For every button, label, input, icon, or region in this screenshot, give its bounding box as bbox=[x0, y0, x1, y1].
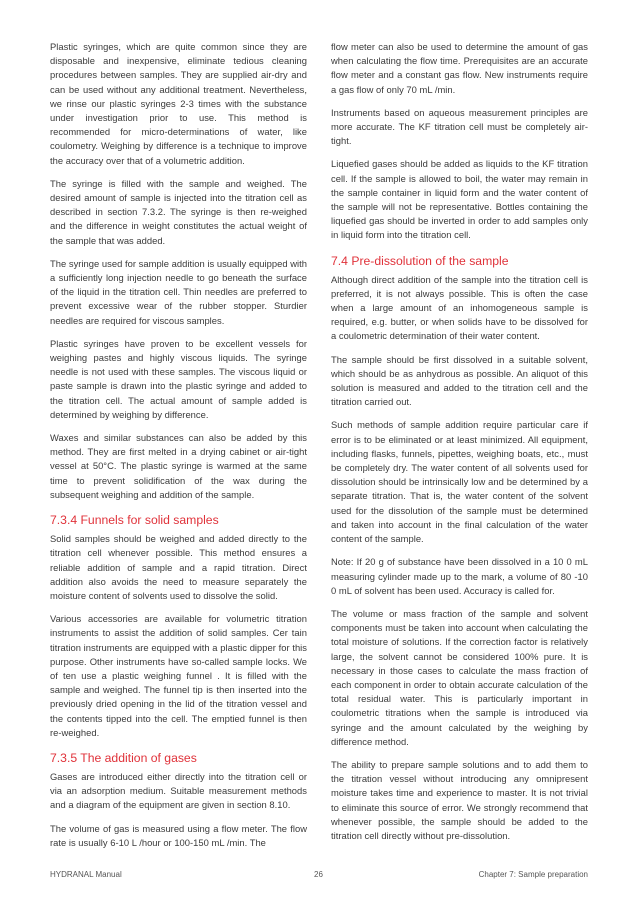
section-heading-funnels: 7.3.4 Funnels for solid samples bbox=[50, 513, 219, 528]
paragraph: Such methods of sample addition require particular care if error is to be eliminated or at least minimized. All equipment, including flasks, funnels, pipettes, weighing boats, etc., must be completely dry. The water content of all solvents used for dissolution should be intrinsically low and be determined by a separate titration. That is, the water content of the solvent used for the dissolution of the sample must be determined and taken into account in the final calculation of the water content of the sample. bbox=[331, 419, 588, 545]
paragraph: Instruments based on aqueous measurement principles are more accurate. The KF titration cell must be completely air-tight. bbox=[331, 106, 588, 147]
footer-chapter-title: Chapter 7: Sample preparation bbox=[478, 870, 588, 879]
note-paragraph: Note: If 20 g of substance have been dissolved in a 10 0 mL measuring cylinder made up to the mark, a volume of 80 -10 0 mL of solvent has been used. Accuracy is called for. bbox=[331, 556, 588, 596]
paragraph: Although direct addition of the sample into the titration cell is preferred, it is not always possible. This is often the case when a large amount of an inhomogeneous sample is required, e.g. butter, or when solids have to be dissolved for a coulometric determination of their water content. bbox=[331, 273, 588, 342]
section-heading-pre-dissolution: 7.4 Pre-dissolution of the sample bbox=[331, 253, 509, 268]
paragraph: Solid samples should be weighed and added directly to the titration cell whenever possible. This method ensures a reliable addition of sample and a rapid titration. Direct addition also avoids the need to measure separately the moisture content of solvents used to dissolve the solid. bbox=[50, 533, 307, 601]
paragraph: The syringe used for sample addition is usually equipped with a sufficiently long injection needle to go beneath the surface of the liquid in the titration cell. Thin needles are preferred to prevent excessive wear of the rubber stopper. Sturdier needles are required for viscous samples. bbox=[50, 257, 307, 326]
right-column bbox=[331, 40, 588, 852]
paragraph: The volume or mass fraction of the sample and solvent components must be taken into account when calculating the total moisture of solutions. If the correction factor is relatively large, the solvent cannot be considered 100% pure. It is necessary in those cases to calculate the mass fraction of each component in order to obtain accurate calculation of the total residual water. This is particularly important in coulometric titrations when the sample is introduced via syringe and the amount calculated by the weighing by difference method. bbox=[331, 607, 588, 747]
section-heading-gases: 7.3.5 The addition of gases bbox=[50, 750, 197, 765]
left-column bbox=[50, 40, 307, 859]
paragraph: Plastic syringes have proven to be excellent vessels for weighing pastes and highly viscous liquids. The syringe needle is not used with these samples. The viscous liquid or paste sample is drawn into the plastic syringe and added to the titration cell. The actual amount of sample added is determined by weighing by difference. bbox=[50, 337, 307, 420]
paragraph: Gases are introduced either directly into the titration cell or via an adsorption medium. Suitable measurement methods and a diagram of the equipment are given in section 8.10. bbox=[50, 770, 307, 811]
footer-manual-title: HYDRANAL Manual bbox=[50, 870, 122, 879]
paragraph: The sample should be first dissolved in a suitable solvent, which should be as anhydrous as possible. An aliquot of this solution is measured and added to the titration cell and the titration carried out. bbox=[331, 353, 588, 408]
paragraph: The volume of gas is measured using a flow meter. The flow rate is usually 6-10 L /hour or 100-150 mL /min. The bbox=[50, 822, 307, 848]
page-number: 26 bbox=[314, 870, 323, 879]
paragraph: Various accessories are available for volumetric titration instruments to assist the addition of solid samples. Cer tain titration instruments are equipped with a plastic dipper for this purpose. Other instruments have so-called sample locks. We of ten use a plastic weighing funnel . It is filled with the sample and weighed. The funnel tip is then inserted into the previously dried opening in the lid of the titration vessel and the contents tipped into the cell. The emptied funnel is then re-weighed. bbox=[50, 613, 307, 738]
paragraph: Waxes and similar substances can also be added by this method. They are first melted in a drying cabinet or air-tight vessel at 50°C. The plastic syringe is warmed at the same time to prevent solidification of the wax during the subsequent weighing and addition of the sample. bbox=[50, 432, 307, 500]
paragraph: Plastic syringes, which are quite common since they are disposable and inexpensive, eliminate tedious cleaning procedures between samples. They are supplied air-dry and can be used without any additional treatment. Nevertheless, we rinse our plastic syringes 2-3 times with the substance under investigation prior to use. This method is recommended for micro-determinations of water, like coulometry. Weighing by difference is a technique to improve the accuracy over that of a volumetric addition. bbox=[50, 41, 307, 166]
paragraph: flow meter can also be used to determine the amount of gas when calculating the flow time. Prerequisites are an accurate flow meter and a constant gas flow. New instruments require a gas flow of only 70 mL /min. bbox=[331, 41, 588, 95]
page-footer bbox=[50, 870, 588, 884]
paragraph: The syringe is filled with the sample and weighed. The desired amount of sample is injected into the titration cell as described in section 7.3.2. The syringe is then re-weighed and the difference in weight constitutes the actual weight of the sample that was added. bbox=[50, 177, 307, 246]
paragraph: The ability to prepare sample solutions and to add them to the titration vessel without introducing any omnipresent moisture takes time and experience to master. It is not trivial to eliminate this source of error. We strongly recommend that whenever possible, the sample should be added to the titration cell directly without pre-dissolution. bbox=[331, 758, 588, 841]
paragraph: Liquefied gases should be added as liquids to the KF titration cell. If the sample is allowed to boil, the water may remain in the sample container in liquid form and the water content of the sample will not be representative. Bottles containing the liquefied gas should be inverted in order to add samples only in liquid form into the titration cell. bbox=[331, 158, 588, 241]
